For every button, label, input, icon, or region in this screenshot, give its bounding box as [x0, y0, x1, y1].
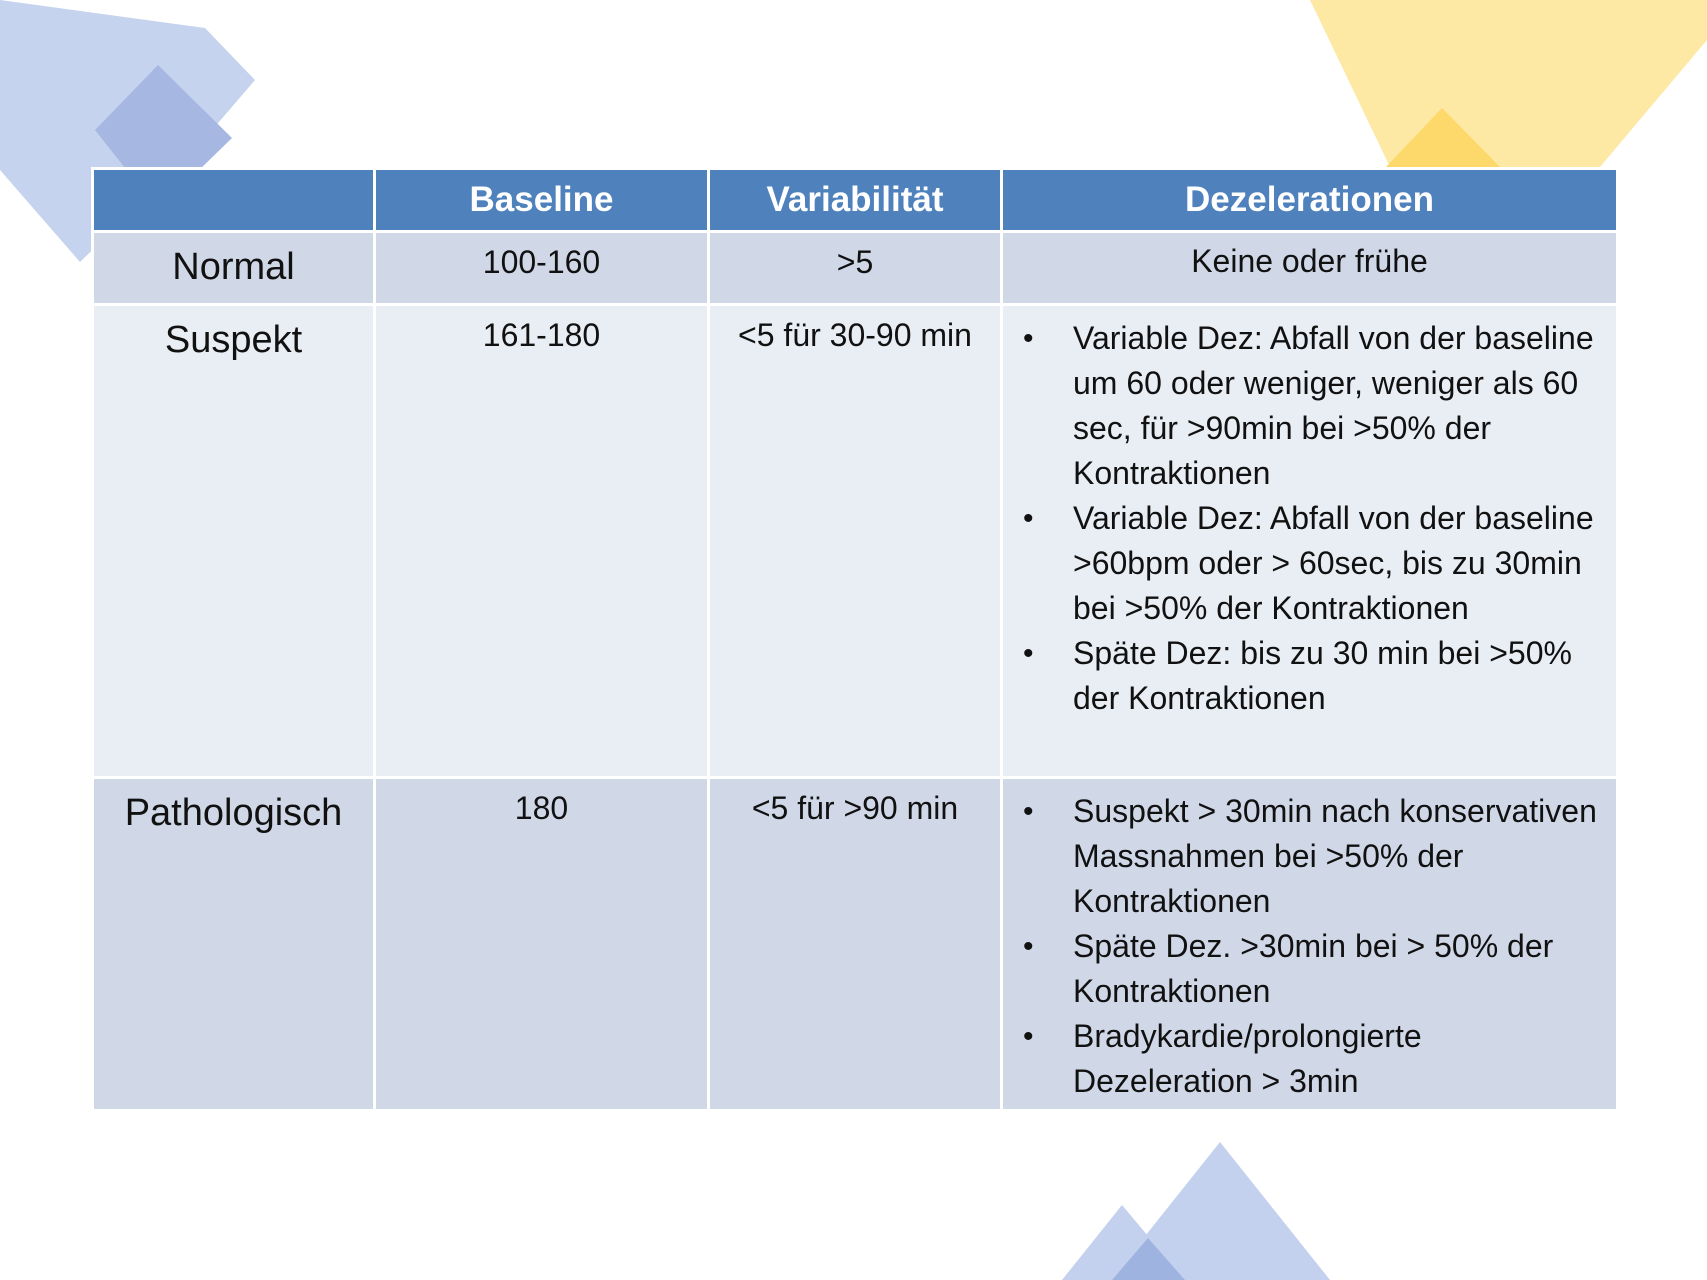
list-item	[1017, 316, 1604, 496]
list-item	[1017, 924, 1604, 1014]
row-label-normal: Normal	[172, 246, 295, 288]
row-label-pathologisch: Pathologisch	[124, 792, 343, 834]
bullet-icon: •	[1023, 1020, 1034, 1053]
baseline-normal: 100-160	[482, 244, 601, 280]
baseline-cell	[375, 232, 709, 305]
row-label-cell	[93, 305, 375, 778]
bullet-icon: •	[1023, 930, 1034, 963]
baseline-cell	[375, 778, 709, 1111]
decelerations-pathologisch-list	[1003, 779, 1616, 1108]
decelerations-suspekt-list	[1003, 306, 1616, 725]
header-empty-cell	[93, 169, 375, 232]
table-row-suspekt	[93, 305, 1618, 778]
variability-normal: >5	[836, 244, 874, 280]
variability-cell	[709, 232, 1002, 305]
header-row	[93, 169, 1618, 232]
list-item-text: Späte Dez. >30min bei > 50% der Kontraktionen	[1073, 928, 1554, 1009]
variability-pathologisch: <5 für >90 min	[751, 790, 959, 826]
variability-suspekt: <5 für 30-90 min	[738, 317, 972, 353]
list-item-text: Variable Dez: Abfall von der baseline um 60 oder weniger, weniger als 60 sec, für >90min bei >50% der Kontraktionen	[1073, 320, 1594, 491]
bullet-icon: •	[1023, 795, 1034, 828]
variability-cell	[709, 778, 1002, 1111]
decelerations-cell	[1002, 232, 1618, 305]
list-item	[1017, 789, 1604, 924]
list-item-text: Variable Dez: Abfall von der baseline >60bpm oder > 60sec, bis zu 30min bei >50% der Kontraktionen	[1073, 500, 1594, 626]
list-item	[1017, 631, 1604, 721]
ctg-classification-table-container	[91, 167, 1616, 1112]
header-decelerations: Dezelerationen	[1002, 169, 1618, 232]
row-label-cell	[93, 778, 375, 1111]
bullet-icon: •	[1023, 637, 1034, 670]
table-row-pathologisch	[93, 778, 1618, 1111]
baseline-cell	[375, 305, 709, 778]
row-label-suspekt: Suspekt	[164, 319, 303, 361]
header-baseline: Baseline	[375, 169, 709, 232]
list-item-text: Späte Dez: bis zu 30 min bei >50% der Kontraktionen	[1073, 635, 1572, 716]
deco-shape-yellow-large	[1310, 0, 1707, 167]
table-row-normal	[93, 232, 1618, 305]
list-item	[1017, 496, 1604, 631]
baseline-suspekt: 161-180	[482, 317, 601, 353]
baseline-pathologisch: 180	[514, 790, 569, 826]
decelerations-cell	[1002, 305, 1618, 778]
list-item-text: Bradykardie/prolongierte Dezeleration > 3min	[1073, 1018, 1422, 1099]
ctg-classification-table	[91, 167, 1619, 1112]
bullet-icon: •	[1023, 502, 1034, 535]
row-label-cell	[93, 232, 375, 305]
list-item-text: Suspekt > 30min nach konservativen Massnahmen bei >50% der Kontraktionen	[1073, 793, 1597, 919]
decelerations-normal: Keine oder frühe	[1191, 243, 1428, 279]
header-variability: Variabilität	[709, 169, 1002, 232]
bullet-icon: •	[1023, 322, 1034, 355]
variability-cell	[709, 305, 1002, 778]
list-item	[1017, 1014, 1604, 1104]
decelerations-cell	[1002, 778, 1618, 1111]
